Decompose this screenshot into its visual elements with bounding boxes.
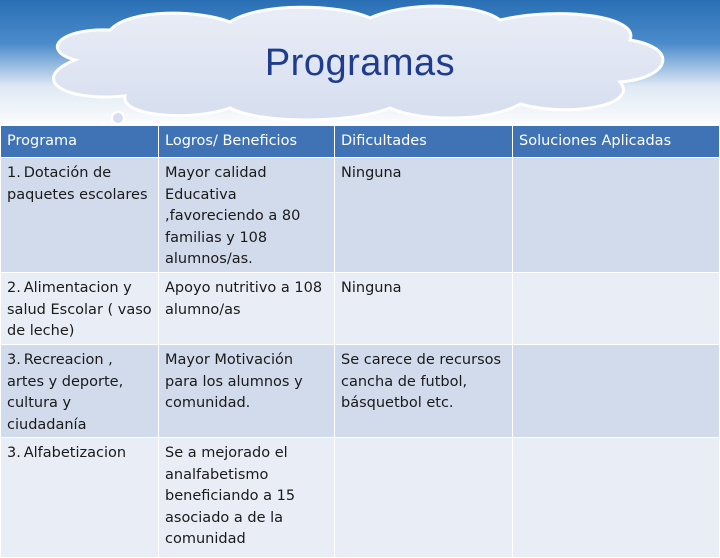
- cell-text: Ninguna: [341, 165, 402, 181]
- cell-text: 2. Alimentacion y salud Escolar ( vaso de leche): [7, 280, 152, 339]
- cell-dificultades: [335, 273, 513, 345]
- title-cloud: [0, 0, 720, 130]
- table-header-row: [1, 126, 720, 158]
- cell-dificultades: [335, 345, 513, 438]
- cell-text: 3. Alfabetizacion: [7, 445, 127, 461]
- table-row: [1, 158, 720, 273]
- table-row: [1, 273, 720, 345]
- cell-logros: [159, 345, 335, 438]
- cell-soluciones: [513, 158, 720, 273]
- page-title: Programas: [264, 42, 456, 84]
- cell-programa: [1, 345, 159, 438]
- cell-text: Mayor Motivación para los alumnos y comunidad.: [165, 352, 303, 411]
- cell-dificultades: [335, 158, 513, 273]
- cell-text: 1. Dotación de paquetes escolares: [7, 165, 148, 203]
- cell-text: 3. Recreacion , artes y deporte, cultura y ciudadanía: [7, 352, 124, 433]
- header-logros: Logros/ Beneficios: [159, 126, 335, 158]
- header-dificultades: Dificultades: [335, 126, 513, 158]
- cell-soluciones: [513, 345, 720, 438]
- header-programa: Programa: [1, 126, 159, 158]
- cell-text: Se carece de recursos cancha de futbol, básquetbol etc.: [341, 352, 502, 411]
- cell-logros: [159, 273, 335, 345]
- cell-text: Mayor calidad Educativa ,favoreciendo a 80 familias y 108 alumnos/as.: [165, 165, 301, 267]
- cell-text: Ninguna: [341, 280, 402, 296]
- cell-programa: [1, 158, 159, 273]
- table-row: [1, 345, 720, 438]
- header-soluciones: Soluciones Aplicadas: [513, 126, 720, 158]
- cell-programa: [1, 273, 159, 345]
- cell-soluciones: [513, 273, 720, 345]
- programs-table: [0, 125, 720, 558]
- cell-text: Se a mejorado el analfabetismo beneficiando a 15 asociado a de la comunidad: [165, 445, 296, 547]
- cell-text: Apoyo nutritivo a 108 alumno/as: [165, 280, 323, 318]
- cell-logros: [159, 158, 335, 273]
